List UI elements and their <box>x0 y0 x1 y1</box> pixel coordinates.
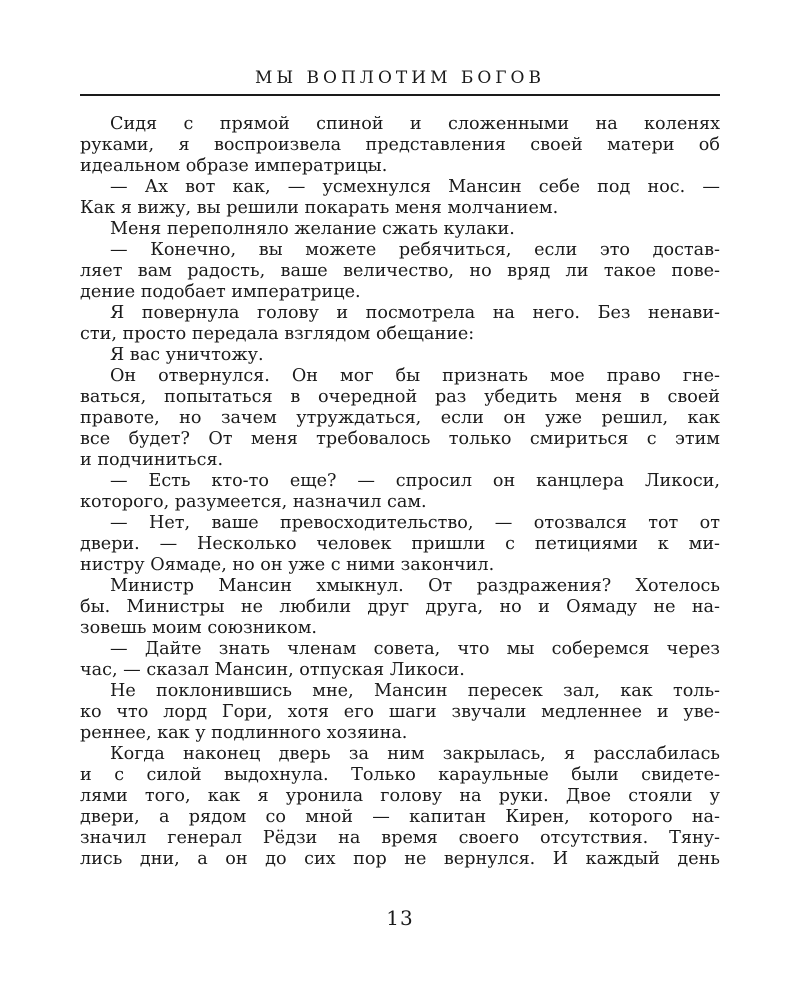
text-line: ваться, попытаться в очередной раз убедить меня в своей <box>80 387 720 407</box>
text-line: двери, а рядом со мной — капитан Кирен, которого на- <box>80 807 720 827</box>
text-line: — Конечно, вы можете ребячиться, если это достав- <box>110 240 720 260</box>
header-rule <box>80 94 720 96</box>
text-line: и подчиниться. <box>80 450 224 470</box>
text-line: зовешь моим союзником. <box>80 618 317 638</box>
running-header: МЫ ВОПЛОТИМ БОГОВ <box>254 68 545 88</box>
text-line: которого, разумеется, назначил сам. <box>80 492 427 512</box>
text-line: идеальном образе императрицы. <box>80 156 388 176</box>
text-line: значил генерал Рёдзи на время своего отсутствия. Тяну- <box>80 828 720 848</box>
text-line: дение подобает императрице. <box>80 282 361 302</box>
text-line: все будет? От меня требовалось только смириться с этим <box>80 429 720 449</box>
text-line: ляет вам радость, ваше величество, но вряд ли такое пове- <box>80 261 720 281</box>
text-line: Меня переполняло желание сжать кулаки. <box>110 219 515 239</box>
text-line: Я вас уничтожу. <box>110 345 264 365</box>
text-line: Сидя с прямой спиной и сложенными на коленях <box>110 114 720 134</box>
text-line: — Есть кто-то еще? — спросил он канцлера Ликоси, <box>110 471 720 491</box>
text-line: Не поклонившись мне, Мансин пересек зал, как толь- <box>110 681 720 701</box>
text-line: ко что лорд Гори, хотя его шаги звучали медленнее и уве- <box>80 702 720 722</box>
text-line: — Дайте знать членам совета, что мы соберемся через <box>110 639 720 659</box>
text-line: реннее, как у подлинного хозяина. <box>80 723 408 743</box>
text-line: Когда наконец дверь за ним закрылась, я расслабилась <box>110 744 720 764</box>
text-line: правоте, но зачем утруждаться, если он уже решил, как <box>80 408 720 428</box>
page-number: 13 <box>386 906 414 930</box>
text-line: бы. Министры не любили друг друга, но и Оямаду не на- <box>80 597 720 617</box>
text-line: Он отвернулся. Он мог бы признать мое право гне- <box>110 366 720 386</box>
text-line: Министр Мансин хмыкнул. От раздражения? Хотелось <box>110 576 720 596</box>
text-line: двери. — Несколько человек пришли с петициями к ми- <box>80 534 720 554</box>
text-line: Я повернула голову и посмотрела на него. Без ненави- <box>110 303 720 323</box>
text-line: и с силой выдохнула. Только караульные были свидете- <box>80 765 720 785</box>
text-line: сти, просто передала взглядом обещание: <box>80 324 475 344</box>
text-line: Как я вижу, вы решили покарать меня молчанием. <box>80 198 559 218</box>
text-line: лись дни, а он до сих пор не вернулся. И каждый день <box>80 849 720 869</box>
body-text <box>80 114 720 870</box>
text-line: лями того, как я уронила голову на руки. Двое стояли у <box>80 786 720 806</box>
text-line: — Нет, ваше превосходительство, — отозвался тот от <box>110 513 720 533</box>
text-line: нистру Оямаде, но он уже с ними закончил. <box>80 555 495 575</box>
text-line: — Ах вот как, — усмехнулся Мансин себе под нос. — <box>110 177 720 197</box>
text-line: час, — сказал Мансин, отпуская Ликоси. <box>80 660 465 680</box>
text-line: руками, я воспроизвела представления своей матери об <box>80 135 720 155</box>
